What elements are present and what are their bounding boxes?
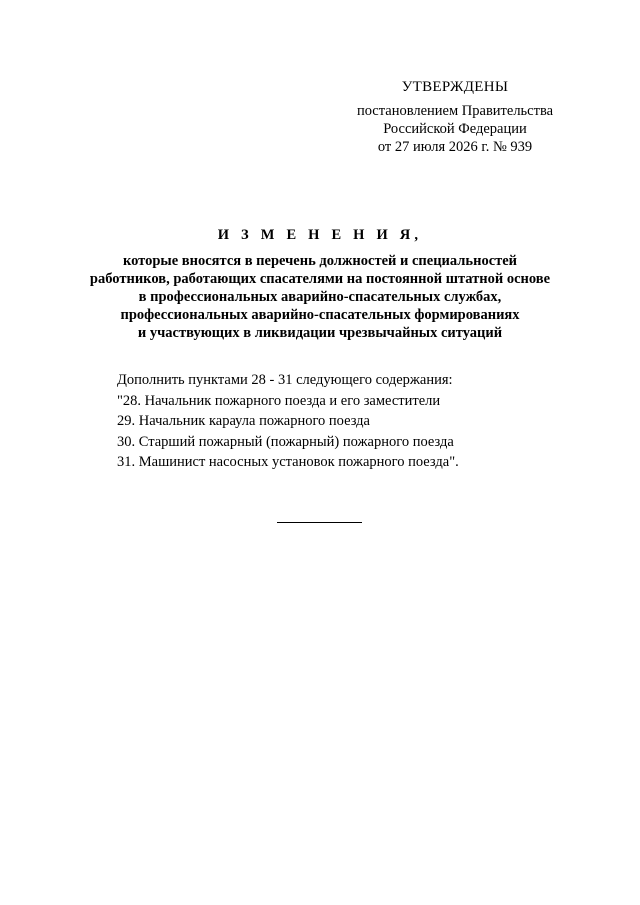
- title-line: и участвующих в ликвидации чрезвычайных ситуаций: [137, 325, 503, 341]
- body-item-31: 31. Машинист насосных установок пожарного поезда".: [117, 454, 459, 470]
- title-line: в профессиональных аварийно-спасательных службах,: [138, 289, 502, 305]
- approval-heading: УТВЕРЖДЕНЫ: [401, 79, 509, 95]
- approval-line-decree: постановлением Правительства: [356, 103, 554, 119]
- title-line: работников, работающих спасателями на постоянной штатной основе: [89, 271, 551, 287]
- end-divider: [277, 522, 362, 523]
- body-item-29: 29. Начальник караула пожарного поезда: [117, 413, 370, 429]
- body-intro: Дополнить пунктами 28 - 31 следующего содержания:: [117, 372, 453, 388]
- body-item-30: 30. Старший пожарный (пожарный) пожарного поезда: [117, 433, 454, 450]
- body-item-28: "28. Начальник пожарного поезда и его заместители: [117, 392, 441, 409]
- approval-line-government: Российской Федерации: [383, 121, 527, 137]
- document-body: [117, 370, 577, 473]
- approval-line-date: от 27 июля 2026 г. № 939: [377, 139, 533, 155]
- title-caption: И З М Е Н Е Н И Я,: [217, 227, 423, 243]
- title-line: профессиональных аварийно-спасательных формированиях: [120, 307, 520, 323]
- document-title: [60, 226, 580, 342]
- approval-stamp: [340, 76, 570, 156]
- title-line: которые вносятся в перечень должностей и специальностей: [122, 253, 518, 269]
